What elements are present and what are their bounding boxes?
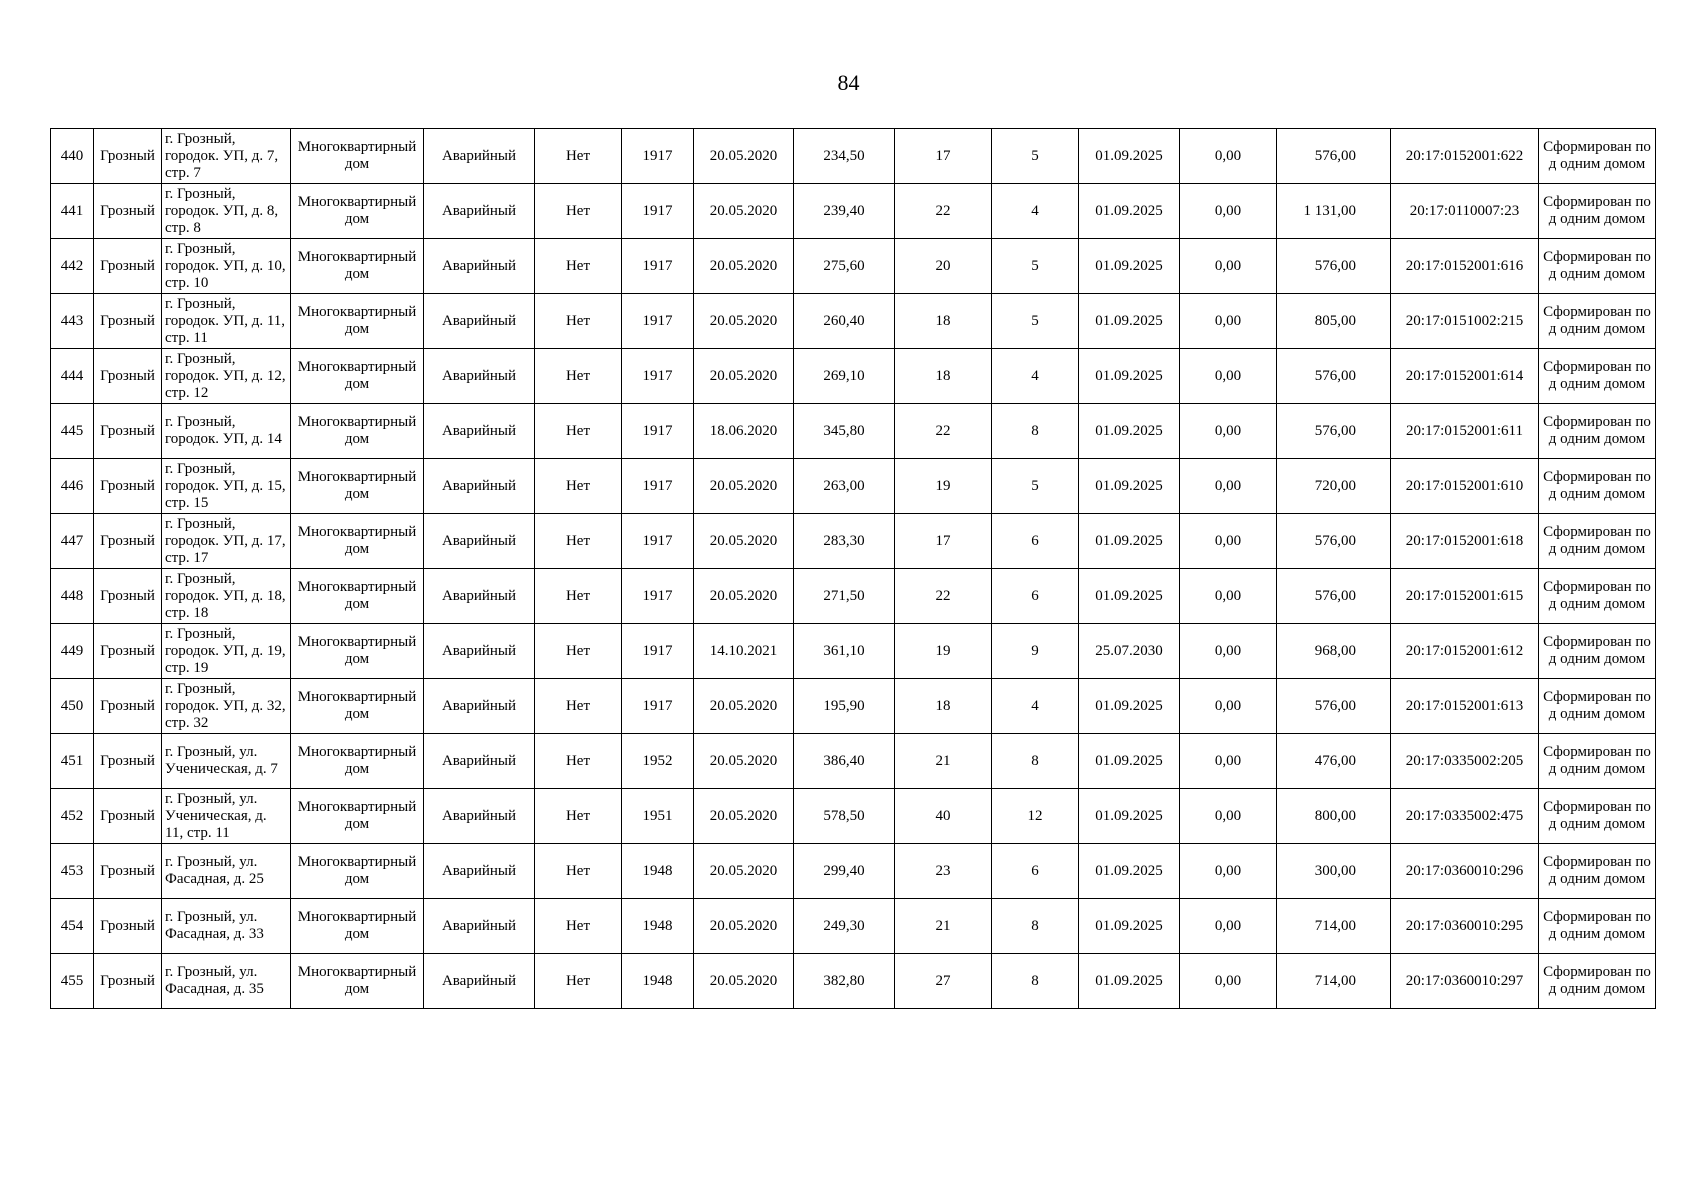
cell-resettlement-deadline: 01.09.2025 <box>1079 899 1180 954</box>
cell-flag: Нет <box>535 899 622 954</box>
cell-resettlement-deadline: 01.09.2025 <box>1079 349 1180 404</box>
cell-address: г. Грозный, городок. УП, д. 32, стр. 32 <box>162 679 291 734</box>
cell-value-2: 576,00 <box>1277 239 1391 294</box>
cell-value-2: 300,00 <box>1277 844 1391 899</box>
cell-row-number: 455 <box>51 954 94 1009</box>
cell-value-1: 0,00 <box>1180 734 1277 789</box>
cell-flag: Нет <box>535 184 622 239</box>
cell-flag: Нет <box>535 459 622 514</box>
cell-value-2: 576,00 <box>1277 404 1391 459</box>
cell-year-built: 1917 <box>622 404 694 459</box>
cell-area: 234,50 <box>794 129 895 184</box>
cell-year-built: 1917 <box>622 239 694 294</box>
cell-resettlement-deadline: 01.09.2025 <box>1079 514 1180 569</box>
cell-year-built: 1948 <box>622 899 694 954</box>
cell-value-1: 0,00 <box>1180 239 1277 294</box>
cell-cadastral-number: 20:17:0152001:622 <box>1391 129 1539 184</box>
housing-registry-table <box>50 128 1656 1009</box>
cell-recognition-date: 20.05.2020 <box>694 129 794 184</box>
cell-value-1: 0,00 <box>1180 294 1277 349</box>
cell-residents: 20 <box>895 239 992 294</box>
cell-cadastral-number: 20:17:0152001:610 <box>1391 459 1539 514</box>
cell-building-type: Многоквартирный дом <box>291 734 424 789</box>
cell-value-2: 576,00 <box>1277 569 1391 624</box>
cell-address: г. Грозный, ул. Фасадная, д. 35 <box>162 954 291 1009</box>
cell-resettlement-deadline: 01.09.2025 <box>1079 294 1180 349</box>
cell-land-plot-status: Сформирован под одним домом <box>1539 129 1656 184</box>
cell-condition: Аварийный <box>424 514 535 569</box>
cell-municipality: Грозный <box>94 129 162 184</box>
cell-municipality: Грозный <box>94 734 162 789</box>
cell-condition: Аварийный <box>424 569 535 624</box>
cell-condition: Аварийный <box>424 294 535 349</box>
cell-cadastral-number: 20:17:0152001:616 <box>1391 239 1539 294</box>
cell-address: г. Грозный, городок. УП, д. 10, стр. 10 <box>162 239 291 294</box>
table-row <box>51 294 1656 349</box>
cell-municipality: Грозный <box>94 184 162 239</box>
cell-value-2: 576,00 <box>1277 679 1391 734</box>
cell-residents: 21 <box>895 734 992 789</box>
cell-residents: 18 <box>895 349 992 404</box>
cell-area: 195,90 <box>794 679 895 734</box>
cell-land-plot-status: Сформирован под одним домом <box>1539 789 1656 844</box>
cell-apartments: 4 <box>992 184 1079 239</box>
cell-value-1: 0,00 <box>1180 569 1277 624</box>
cell-flag: Нет <box>535 239 622 294</box>
cell-address: г. Грозный, городок. УП, д. 15, стр. 15 <box>162 459 291 514</box>
cell-value-1: 0,00 <box>1180 459 1277 514</box>
cell-condition: Аварийный <box>424 954 535 1009</box>
cell-apartments: 6 <box>992 514 1079 569</box>
cell-land-plot-status: Сформирован под одним домом <box>1539 239 1656 294</box>
cell-municipality: Грозный <box>94 899 162 954</box>
cell-residents: 27 <box>895 954 992 1009</box>
cell-value-1: 0,00 <box>1180 514 1277 569</box>
table-row <box>51 954 1656 1009</box>
cell-address: г. Грозный, городок. УП, д. 14 <box>162 404 291 459</box>
cell-recognition-date: 20.05.2020 <box>694 294 794 349</box>
cell-municipality: Грозный <box>94 459 162 514</box>
cell-municipality: Грозный <box>94 404 162 459</box>
cell-building-type: Многоквартирный дом <box>291 789 424 844</box>
cell-recognition-date: 20.05.2020 <box>694 239 794 294</box>
cell-residents: 19 <box>895 459 992 514</box>
cell-municipality: Грозный <box>94 569 162 624</box>
table-row <box>51 734 1656 789</box>
cell-condition: Аварийный <box>424 184 535 239</box>
cell-municipality: Грозный <box>94 679 162 734</box>
cell-value-2: 714,00 <box>1277 899 1391 954</box>
cell-cadastral-number: 20:17:0152001:611 <box>1391 404 1539 459</box>
table-row <box>51 404 1656 459</box>
cell-cadastral-number: 20:17:0152001:612 <box>1391 624 1539 679</box>
cell-year-built: 1917 <box>622 129 694 184</box>
cell-cadastral-number: 20:17:0152001:618 <box>1391 514 1539 569</box>
table-row <box>51 184 1656 239</box>
cell-recognition-date: 20.05.2020 <box>694 899 794 954</box>
cell-value-2: 800,00 <box>1277 789 1391 844</box>
cell-year-built: 1917 <box>622 569 694 624</box>
cell-area: 269,10 <box>794 349 895 404</box>
cell-address: г. Грозный, городок. УП, д. 18, стр. 18 <box>162 569 291 624</box>
cell-condition: Аварийный <box>424 239 535 294</box>
cell-land-plot-status: Сформирован под одним домом <box>1539 954 1656 1009</box>
cell-row-number: 440 <box>51 129 94 184</box>
cell-address: г. Грозный, ул. Фасадная, д. 25 <box>162 844 291 899</box>
table-row <box>51 459 1656 514</box>
cell-recognition-date: 20.05.2020 <box>694 954 794 1009</box>
cell-apartments: 6 <box>992 569 1079 624</box>
cell-cadastral-number: 20:17:0335002:205 <box>1391 734 1539 789</box>
cell-condition: Аварийный <box>424 624 535 679</box>
cell-residents: 19 <box>895 624 992 679</box>
cell-recognition-date: 20.05.2020 <box>694 844 794 899</box>
cell-land-plot-status: Сформирован под одним домом <box>1539 459 1656 514</box>
cell-value-1: 0,00 <box>1180 129 1277 184</box>
cell-land-plot-status: Сформирован под одним домом <box>1539 679 1656 734</box>
cell-address: г. Грозный, городок. УП, д. 19, стр. 19 <box>162 624 291 679</box>
cell-apartments: 8 <box>992 899 1079 954</box>
cell-year-built: 1917 <box>622 349 694 404</box>
table-row <box>51 569 1656 624</box>
cell-area: 299,40 <box>794 844 895 899</box>
cell-building-type: Многоквартирный дом <box>291 569 424 624</box>
cell-flag: Нет <box>535 569 622 624</box>
cell-cadastral-number: 20:17:0152001:614 <box>1391 349 1539 404</box>
cell-building-type: Многоквартирный дом <box>291 404 424 459</box>
cell-apartments: 9 <box>992 624 1079 679</box>
cell-condition: Аварийный <box>424 899 535 954</box>
cell-row-number: 445 <box>51 404 94 459</box>
cell-residents: 18 <box>895 679 992 734</box>
cell-area: 275,60 <box>794 239 895 294</box>
cell-recognition-date: 20.05.2020 <box>694 569 794 624</box>
cell-residents: 17 <box>895 129 992 184</box>
table-row <box>51 239 1656 294</box>
cell-area: 271,50 <box>794 569 895 624</box>
cell-cadastral-number: 20:17:0360010:296 <box>1391 844 1539 899</box>
cell-building-type: Многоквартирный дом <box>291 624 424 679</box>
cell-area: 239,40 <box>794 184 895 239</box>
cell-municipality: Грозный <box>94 239 162 294</box>
cell-building-type: Многоквартирный дом <box>291 184 424 239</box>
cell-row-number: 449 <box>51 624 94 679</box>
cell-year-built: 1952 <box>622 734 694 789</box>
table-row <box>51 624 1656 679</box>
cell-area: 263,00 <box>794 459 895 514</box>
cell-cadastral-number: 20:17:0152001:615 <box>1391 569 1539 624</box>
cell-value-1: 0,00 <box>1180 844 1277 899</box>
cell-row-number: 443 <box>51 294 94 349</box>
cell-municipality: Грозный <box>94 624 162 679</box>
cell-address: г. Грозный, городок. УП, д. 12, стр. 12 <box>162 349 291 404</box>
cell-land-plot-status: Сформирован под одним домом <box>1539 294 1656 349</box>
cell-resettlement-deadline: 01.09.2025 <box>1079 679 1180 734</box>
cell-condition: Аварийный <box>424 129 535 184</box>
cell-row-number: 450 <box>51 679 94 734</box>
cell-apartments: 6 <box>992 844 1079 899</box>
cell-cadastral-number: 20:17:0110007:23 <box>1391 184 1539 239</box>
cell-row-number: 452 <box>51 789 94 844</box>
cell-flag: Нет <box>535 404 622 459</box>
cell-building-type: Многоквартирный дом <box>291 239 424 294</box>
cell-land-plot-status: Сформирован под одним домом <box>1539 349 1656 404</box>
cell-recognition-date: 20.05.2020 <box>694 349 794 404</box>
table-row <box>51 679 1656 734</box>
cell-recognition-date: 20.05.2020 <box>694 184 794 239</box>
cell-municipality: Грозный <box>94 294 162 349</box>
table-row <box>51 844 1656 899</box>
cell-value-1: 0,00 <box>1180 789 1277 844</box>
cell-residents: 22 <box>895 184 992 239</box>
cell-area: 249,30 <box>794 899 895 954</box>
cell-residents: 21 <box>895 899 992 954</box>
cell-residents: 40 <box>895 789 992 844</box>
cell-value-2: 805,00 <box>1277 294 1391 349</box>
cell-municipality: Грозный <box>94 349 162 404</box>
cell-resettlement-deadline: 01.09.2025 <box>1079 954 1180 1009</box>
cell-residents: 22 <box>895 569 992 624</box>
cell-municipality: Грозный <box>94 789 162 844</box>
cell-apartments: 12 <box>992 789 1079 844</box>
cell-building-type: Многоквартирный дом <box>291 459 424 514</box>
table-row <box>51 514 1656 569</box>
cell-value-1: 0,00 <box>1180 184 1277 239</box>
cell-land-plot-status: Сформирован под одним домом <box>1539 184 1656 239</box>
cell-residents: 22 <box>895 404 992 459</box>
cell-land-plot-status: Сформирован под одним домом <box>1539 624 1656 679</box>
cell-apartments: 5 <box>992 129 1079 184</box>
cell-value-2: 576,00 <box>1277 349 1391 404</box>
cell-value-1: 0,00 <box>1180 899 1277 954</box>
cell-address: г. Грозный, городок. УП, д. 8, стр. 8 <box>162 184 291 239</box>
cell-apartments: 4 <box>992 349 1079 404</box>
table-row <box>51 129 1656 184</box>
cell-residents: 23 <box>895 844 992 899</box>
cell-flag: Нет <box>535 679 622 734</box>
cell-flag: Нет <box>535 294 622 349</box>
cell-area: 578,50 <box>794 789 895 844</box>
cell-address: г. Грозный, городок. УП, д. 7, стр. 7 <box>162 129 291 184</box>
cell-year-built: 1951 <box>622 789 694 844</box>
cell-municipality: Грозный <box>94 954 162 1009</box>
cell-recognition-date: 20.05.2020 <box>694 459 794 514</box>
cell-land-plot-status: Сформирован под одним домом <box>1539 844 1656 899</box>
cell-year-built: 1917 <box>622 624 694 679</box>
cell-resettlement-deadline: 01.09.2025 <box>1079 459 1180 514</box>
cell-building-type: Многоквартирный дом <box>291 899 424 954</box>
cell-cadastral-number: 20:17:0152001:613 <box>1391 679 1539 734</box>
cell-address: г. Грозный, ул. Ученическая, д. 11, стр. 11 <box>162 789 291 844</box>
cell-recognition-date: 20.05.2020 <box>694 679 794 734</box>
cell-year-built: 1917 <box>622 459 694 514</box>
cell-land-plot-status: Сформирован под одним домом <box>1539 569 1656 624</box>
cell-area: 345,80 <box>794 404 895 459</box>
cell-flag: Нет <box>535 789 622 844</box>
cell-resettlement-deadline: 25.07.2030 <box>1079 624 1180 679</box>
cell-flag: Нет <box>535 349 622 404</box>
cell-year-built: 1917 <box>622 514 694 569</box>
cell-resettlement-deadline: 01.09.2025 <box>1079 569 1180 624</box>
cell-resettlement-deadline: 01.09.2025 <box>1079 844 1180 899</box>
cell-flag: Нет <box>535 844 622 899</box>
cell-value-1: 0,00 <box>1180 679 1277 734</box>
cell-row-number: 451 <box>51 734 94 789</box>
cell-building-type: Многоквартирный дом <box>291 349 424 404</box>
cell-condition: Аварийный <box>424 789 535 844</box>
table-row <box>51 789 1656 844</box>
cell-value-2: 476,00 <box>1277 734 1391 789</box>
cell-flag: Нет <box>535 734 622 789</box>
page-number: 84 <box>837 70 860 95</box>
cell-resettlement-deadline: 01.09.2025 <box>1079 734 1180 789</box>
cell-flag: Нет <box>535 514 622 569</box>
cell-municipality: Грозный <box>94 844 162 899</box>
cell-land-plot-status: Сформирован под одним домом <box>1539 404 1656 459</box>
cell-condition: Аварийный <box>424 734 535 789</box>
cell-flag: Нет <box>535 129 622 184</box>
cell-apartments: 4 <box>992 679 1079 734</box>
cell-cadastral-number: 20:17:0360010:295 <box>1391 899 1539 954</box>
cell-recognition-date: 14.10.2021 <box>694 624 794 679</box>
cell-area: 382,80 <box>794 954 895 1009</box>
cell-area: 283,30 <box>794 514 895 569</box>
cell-apartments: 8 <box>992 954 1079 1009</box>
cell-residents: 17 <box>895 514 992 569</box>
cell-recognition-date: 18.06.2020 <box>694 404 794 459</box>
cell-year-built: 1917 <box>622 294 694 349</box>
cell-condition: Аварийный <box>424 459 535 514</box>
cell-building-type: Многоквартирный дом <box>291 844 424 899</box>
cell-land-plot-status: Сформирован под одним домом <box>1539 514 1656 569</box>
cell-recognition-date: 20.05.2020 <box>694 734 794 789</box>
cell-resettlement-deadline: 01.09.2025 <box>1079 129 1180 184</box>
cell-building-type: Многоквартирный дом <box>291 294 424 349</box>
cell-address: г. Грозный, ул. Ученическая, д. 7 <box>162 734 291 789</box>
cell-row-number: 453 <box>51 844 94 899</box>
cell-area: 386,40 <box>794 734 895 789</box>
cell-condition: Аварийный <box>424 404 535 459</box>
cell-year-built: 1948 <box>622 844 694 899</box>
cell-resettlement-deadline: 01.09.2025 <box>1079 404 1180 459</box>
cell-area: 361,10 <box>794 624 895 679</box>
cell-resettlement-deadline: 01.09.2025 <box>1079 239 1180 294</box>
cell-row-number: 448 <box>51 569 94 624</box>
cell-apartments: 8 <box>992 734 1079 789</box>
cell-condition: Аварийный <box>424 679 535 734</box>
cell-address: г. Грозный, городок. УП, д. 17, стр. 17 <box>162 514 291 569</box>
cell-value-2: 720,00 <box>1277 459 1391 514</box>
table-row <box>51 899 1656 954</box>
cell-row-number: 447 <box>51 514 94 569</box>
cell-municipality: Грозный <box>94 514 162 569</box>
cell-land-plot-status: Сформирован под одним домом <box>1539 899 1656 954</box>
cell-resettlement-deadline: 01.09.2025 <box>1079 789 1180 844</box>
registry-body <box>51 129 1656 1009</box>
cell-year-built: 1948 <box>622 954 694 1009</box>
cell-apartments: 5 <box>992 459 1079 514</box>
cell-recognition-date: 20.05.2020 <box>694 514 794 569</box>
cell-value-2: 1 131,00 <box>1277 184 1391 239</box>
cell-year-built: 1917 <box>622 184 694 239</box>
cell-residents: 18 <box>895 294 992 349</box>
cell-value-1: 0,00 <box>1180 954 1277 1009</box>
cell-address: г. Грозный, ул. Фасадная, д. 33 <box>162 899 291 954</box>
cell-apartments: 8 <box>992 404 1079 459</box>
cell-value-2: 968,00 <box>1277 624 1391 679</box>
cell-row-number: 441 <box>51 184 94 239</box>
table-row <box>51 349 1656 404</box>
cell-row-number: 444 <box>51 349 94 404</box>
cell-condition: Аварийный <box>424 349 535 404</box>
cell-building-type: Многоквартирный дом <box>291 954 424 1009</box>
cell-apartments: 5 <box>992 294 1079 349</box>
cell-apartments: 5 <box>992 239 1079 294</box>
cell-building-type: Многоквартирный дом <box>291 514 424 569</box>
cell-value-1: 0,00 <box>1180 624 1277 679</box>
cell-cadastral-number: 20:17:0335002:475 <box>1391 789 1539 844</box>
cell-cadastral-number: 20:17:0151002:215 <box>1391 294 1539 349</box>
cell-row-number: 454 <box>51 899 94 954</box>
cell-value-2: 714,00 <box>1277 954 1391 1009</box>
cell-year-built: 1917 <box>622 679 694 734</box>
cell-flag: Нет <box>535 624 622 679</box>
cell-value-1: 0,00 <box>1180 404 1277 459</box>
cell-value-1: 0,00 <box>1180 349 1277 404</box>
cell-row-number: 446 <box>51 459 94 514</box>
cell-area: 260,40 <box>794 294 895 349</box>
cell-value-2: 576,00 <box>1277 514 1391 569</box>
cell-cadastral-number: 20:17:0360010:297 <box>1391 954 1539 1009</box>
cell-resettlement-deadline: 01.09.2025 <box>1079 184 1180 239</box>
cell-value-2: 576,00 <box>1277 129 1391 184</box>
cell-row-number: 442 <box>51 239 94 294</box>
cell-address: г. Грозный, городок. УП, д. 11, стр. 11 <box>162 294 291 349</box>
cell-building-type: Многоквартирный дом <box>291 129 424 184</box>
cell-condition: Аварийный <box>424 844 535 899</box>
cell-flag: Нет <box>535 954 622 1009</box>
cell-recognition-date: 20.05.2020 <box>694 789 794 844</box>
cell-land-plot-status: Сформирован под одним домом <box>1539 734 1656 789</box>
cell-building-type: Многоквартирный дом <box>291 679 424 734</box>
